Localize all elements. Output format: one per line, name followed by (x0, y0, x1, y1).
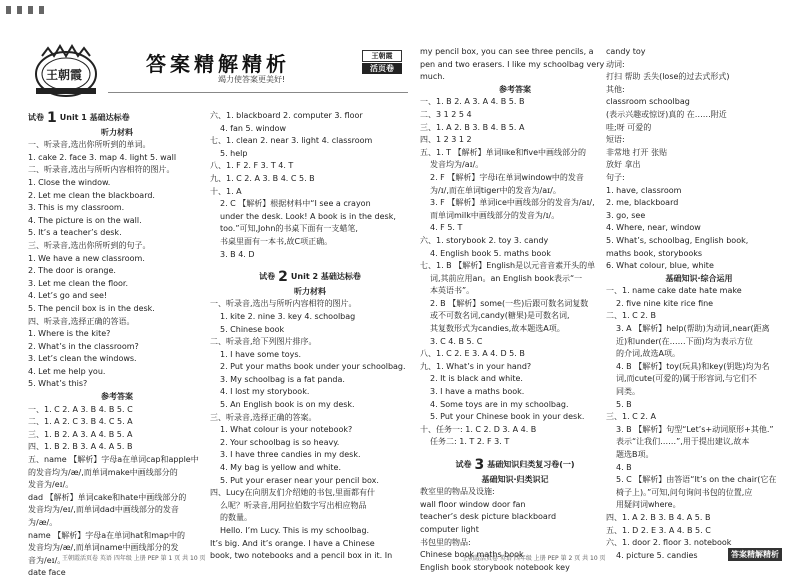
text-line: 3. F 【解析】单词ice中画线部分的发音为/aɪ/, (430, 198, 595, 208)
page-title: 答案精解精析 (146, 52, 290, 76)
section-title: 基础知识归类复习卷(一) (487, 460, 575, 469)
text-line: 2. The door is orange. (28, 266, 116, 276)
question-line: 一、1. C 2. A 3. B 4. B 5. C (28, 404, 133, 414)
text-line: 3. B 【解析】句型“Let’s+动词原形+其他.” (616, 424, 774, 434)
text-line: 2. What’s in the classroom? (28, 341, 139, 351)
text-line: teacher’s desk picture blackboard (420, 512, 557, 522)
spacer (420, 449, 610, 457)
text-line: 1. I have some toys. (220, 349, 302, 359)
subsection-title: 听力材料 (101, 127, 133, 137)
text-line: 2. C 【解析】根据材料中“I see a crayon (220, 199, 371, 209)
text-line: 2. F 【解析】字母i在单词window中的发音 (430, 172, 584, 182)
text-line: 4. The picture is on the wall. (28, 215, 142, 225)
text-line: 4. F 5. T (430, 223, 463, 233)
text-line: book, two notebooks and a pencil box in it. In (210, 551, 393, 561)
section-prefix: 试卷 (28, 113, 44, 122)
section-heading (210, 271, 410, 284)
question-line: 动词: (606, 59, 625, 69)
text-line: 4. My bag is yellow and white. (220, 463, 342, 473)
text-line: classroom schoolbag (606, 97, 690, 107)
question-line: 五、1. T 【解析】单词like和five中画线部分的 (420, 147, 587, 157)
text-line: 本英语书”。 (430, 286, 475, 296)
text-line: wall floor window door fan (420, 499, 526, 509)
question-line: 一、听录音,选出你所听到的单词。 (28, 140, 151, 150)
text-line: 发音均为/eɪ/,而单词dad中画线部分的发音 (28, 505, 179, 515)
text-line: 4. I lost my storybook. (220, 387, 310, 397)
text-line: 表示“让我们……”,用于提出建议,故本 (616, 437, 750, 447)
text-line: 书桌里面有一本书,故C项正确。 (220, 236, 333, 246)
question-line: 六、1. storybook 2. toy 3. candy (420, 235, 549, 245)
text-line: 5. Put your Chinese book in your desk. (430, 412, 585, 422)
question-line: 五、1. D 2. E 3. A 4. B 5. C (606, 525, 711, 535)
section-heading (420, 459, 610, 472)
section-prefix: 试卷 (259, 272, 276, 282)
text-line: 1. We have a new classroom. (28, 253, 145, 263)
text-line: 2. five nine kite rice fine (616, 298, 714, 308)
column-3 (420, 46, 610, 574)
question-line: 二、1. A 2. C 3. B 4. C 5. A (28, 417, 133, 427)
top-marks (6, 6, 44, 14)
text-line: English book storybook notebook key (420, 562, 570, 572)
question-line: 十、任务一: 1. C 2. D 3. A 4. B (420, 424, 537, 434)
text-line: date face (28, 568, 66, 578)
text-line: 其复数形式为candies,故本题选A项。 (430, 324, 565, 334)
text-line: 5. An English book is on my desk. (220, 400, 355, 410)
text-line: 4. fan 5. window (220, 123, 287, 133)
text-line: maths book, storybooks (606, 248, 703, 258)
text-line: 哇;呀 可爱的 (606, 122, 652, 132)
brand-top: 王朝霞 (362, 50, 402, 62)
question-line: 四、1. B 2. B 3. A 4. A 5. B (28, 442, 133, 452)
section-number: 3 (474, 457, 485, 473)
question-line: 九、1. What’s in your hand? (420, 361, 532, 371)
question-line: 二、听录音,选出与所听内容相符的图片。 (28, 165, 175, 175)
text-line: 5. C 【解析】由答语“It’s on the chair(它在 (616, 475, 777, 485)
text-line: 1. Close the window. (28, 177, 111, 187)
question-line: 八、1. C 2. E 3. A 4. D 5. B (420, 349, 525, 359)
section-title: Unit 1 基础达标卷 (59, 113, 130, 122)
subsection-title: 参考答案 (101, 392, 133, 402)
text-line: 4. B (616, 462, 632, 472)
header-rule (108, 92, 408, 93)
text-line: 同类。 (616, 387, 640, 397)
question-line: 三、1. A 2. B 3. B 4. B 5. A (420, 122, 525, 132)
brand-bottom: 活页卷 (362, 63, 402, 74)
text-line: 4. Let me help you. (28, 366, 106, 376)
question-line: 九、1. C 2. A 3. B 4. C 5. B (210, 173, 315, 183)
text-line: my pencil box, you can see three pencils, a (420, 47, 594, 56)
text-line: 近)和under(在……下面)均为表示方位 (616, 336, 753, 346)
text-line: 3. B 4. D (220, 249, 255, 259)
text-line: 6. What colour, blue, white (606, 261, 714, 271)
section-title: Unit 2 基础达标卷 (290, 272, 361, 282)
question-line: 句子: (606, 172, 625, 182)
section-prefix: 试卷 (455, 460, 472, 469)
text-line: under the desk. Look! A book is in the desk, (220, 211, 396, 221)
text-line: 1. have, classroom (606, 185, 682, 195)
question-line: 短语: (606, 135, 625, 145)
text-line: 打扫 帮助 丢失(lose的过去式形式) (606, 72, 730, 82)
subsection-title: 听力材料 (294, 286, 326, 296)
footer-brand: 答案精解精析 (728, 548, 782, 561)
text-line: 么呢？听录音,用阿拉伯数字写出相应物品 (220, 500, 367, 510)
text-line: 5. Chinese book (220, 324, 285, 334)
subsection-title: 参考答案 (499, 84, 531, 94)
text-line: 5. The pencil box is in the desk. (28, 303, 155, 313)
text-line: computer light (420, 524, 479, 534)
text-line: 而单词milk中画线部分的发音为/ɪ/。 (430, 210, 560, 220)
text-line: 或不可数名词,candy(糖果)是可数名词, (430, 311, 570, 321)
question-line: 一、1. name cake date hate make (606, 286, 742, 296)
text-line: (表示兴趣或惊讶)真的 在……附近 (606, 109, 727, 119)
text-line: dad 【解析】单词cake和hate中画线部分的 (28, 492, 187, 502)
question-line: 十、1. A (210, 186, 242, 196)
question-line: 教室里的物品及设施: (420, 487, 495, 497)
text-line: 椅子上)。”可知,问句询问书包的位置,应 (616, 487, 753, 497)
question-line: 四、听录音,选择正确的答语。 (28, 316, 135, 326)
text-line: 1. Where is the kite? (28, 329, 111, 339)
text-line: 任务二: 1. T 2. F 3. T (430, 437, 510, 447)
question-line: 三、听录音,选出你所听到的句子。 (28, 240, 151, 250)
question-line: 五、name 【解析】字母a在单词cap和apple中 (28, 455, 199, 465)
section-number: 2 (278, 269, 288, 286)
text-line: Hello. I’m Lucy. This is my schoolbag. (220, 526, 370, 535)
text-line: 2. me, blackboard (606, 198, 679, 208)
question-line: 一、1. B 2. A 3. A 4. B 5. B (420, 97, 525, 107)
text-line: 3. This is my classroom. (28, 203, 125, 213)
text-line: 5. What’s this? (28, 379, 88, 389)
text-line: 4. picture 5. candies (616, 550, 698, 560)
text-line: 4. English book 5. maths book (430, 248, 551, 258)
text-line: Chinese book maths book (420, 550, 524, 560)
text-line: name 【解析】字母a在单词hat和map中的 (28, 530, 186, 540)
page-header (28, 44, 408, 102)
text-line: 2. Your schoolbag is so heavy. (220, 437, 340, 447)
text-line: 的数量。 (220, 513, 252, 523)
text-line: 5. B (616, 399, 632, 409)
question-line: 二、听录音,给下列图片排序。 (210, 337, 317, 347)
text-line: much. (420, 72, 445, 82)
brand-badge (362, 50, 402, 80)
text-line: 2. It is black and white. (430, 374, 523, 384)
column-4 (606, 46, 792, 562)
text-line: 发音为/eɪ/。 (28, 480, 74, 490)
slogan: 竭力使答案更美好! (218, 75, 286, 84)
text-line: 3. Let me clean the floor. (28, 278, 129, 288)
text-line: 放好 拿出 (606, 160, 641, 170)
text-line: 1. What colour is your notebook? (220, 425, 353, 435)
question-line: 二、3 1 2 5 4 (420, 109, 472, 119)
column-1 (28, 110, 206, 580)
text-line: 发音均为/aɪ/。 (430, 160, 484, 170)
text-line: 4. Some toys are in my schoolbag. (430, 399, 569, 409)
text-line: 为/æ/。 (28, 518, 58, 527)
text-line: 词,而cute(可爱的)属于形容词,与它们不 (616, 374, 757, 384)
question-line: 三、听录音,选择正确的答案。 (210, 412, 317, 422)
question-line: 八、1. F 2. F 3. T 4. T (210, 161, 294, 171)
text-line: 的发音均为/æ/,而单词make中画线部分的 (28, 467, 178, 477)
section-number: 1 (47, 110, 57, 126)
text-line: 4. Let’s go and see! (28, 291, 108, 301)
text-line: pen and two erasers. I like my schoolbag very (420, 59, 605, 69)
text-line: 4. Where, near, window (606, 223, 701, 233)
text-line: 3. I have three candies in my desk. (220, 450, 361, 460)
text-line: 1. kite 2. nine 3. key 4. schoolbag (220, 311, 356, 321)
spacer (210, 261, 410, 269)
question-line: 书包里的物品: (420, 537, 471, 547)
text-line: 3. go, see (606, 210, 646, 220)
subsection-title: 基础知识·归类识记 (481, 474, 549, 484)
text-line: 发音均为/æ/,而单词name中画线部分的发 (28, 543, 179, 553)
text-line: 用疑问词where。 (616, 500, 681, 510)
question-line: 六、1. door 2. floor 3. notebook (606, 538, 732, 548)
text-line: 5. help (220, 148, 248, 158)
text-line: 2. Let me clean the blackboard. (28, 190, 155, 200)
question-line: 七、1. B 【解析】English是以元音音素开头的单 (420, 261, 596, 271)
question-line: 二、1. C 2. B (606, 311, 656, 321)
text-line: 3. I have a maths book. (430, 387, 525, 397)
question-line: 一、听录音,选出与所听内容相符的图片。 (210, 299, 357, 309)
section-heading (28, 112, 206, 125)
text-line: 5. It’s a teacher’s desk. (28, 228, 122, 238)
text-line: 2. B 【解析】some(一些)后跟可数名词复数 (430, 298, 589, 308)
text-line: 的介词,故选A项。 (616, 349, 681, 359)
footer-right: 王朝霞活页卷 英语 四年级 上册 PEP 第 2 页 共 10 页 (462, 555, 606, 562)
question-line: 三、1. B 2. A 3. A 4. B 5. A (28, 429, 133, 439)
column-2 (210, 110, 410, 563)
text-line: candy toy (606, 47, 646, 56)
question-line: 三、1. C 2. A (606, 412, 656, 422)
text-line: 5. Put your eraser near your pencil box. (220, 475, 379, 485)
text-line: 3. C 4. B 5. C (430, 336, 483, 346)
question-line: 其他: (606, 84, 625, 94)
question-line: 四、Lucy在向朋友们介绍她的书包,里面都有什 (210, 488, 376, 498)
text-line: 1. cake 2. face 3. map 4. light 5. wall (28, 152, 177, 162)
text-line: 为/ɪ/,而在单词tiger中的发音为/aɪ/。 (430, 185, 561, 195)
text-line: 音为/eɪ/。 (28, 555, 66, 565)
text-line: 4. B 【解析】toy(玩具)和key(钥匙)均为名 (616, 361, 770, 371)
text-line: 3. A 【解析】help(帮助)为动词,near(距离 (616, 324, 770, 334)
text-line: 5. What’s, schoolbag, English book, (606, 235, 749, 245)
question-line: 七、1. clean 2. near 3. light 4. classroom (210, 136, 373, 146)
question-line: 四、1. A 2. B 3. B 4. A 5. B (606, 512, 711, 522)
question-line: 四、1 2 3 1 2 (420, 135, 472, 145)
text-line: 3. Let’s clean the windows. (28, 354, 137, 364)
text-line: It’s big. And it’s orange. I have a Chinese (210, 538, 375, 548)
question-line: 六、1. blackboard 2. computer 3. floor (210, 111, 363, 120)
text-line: 词,其前应用an。an English book表示“一 (430, 273, 583, 283)
text-line: 3. My schoolbag is a fat panda. (220, 374, 345, 384)
text-line: 2. Put your maths book under your schoolbag. (220, 362, 406, 372)
text-line: 非常地 打开 张贴 (606, 147, 668, 157)
subsection-title: 基础知识·综合运用 (665, 273, 733, 283)
logo-text: 王朝霞 (46, 68, 83, 82)
footer-left: 王朝霞活页卷 英语 四年级 上册 PEP 第 1 页 共 10 页 (62, 555, 206, 562)
text-line: too.”可知,John的书桌下面有一支蜡笔, (220, 224, 358, 234)
text-line: 题选B项。 (616, 450, 654, 459)
